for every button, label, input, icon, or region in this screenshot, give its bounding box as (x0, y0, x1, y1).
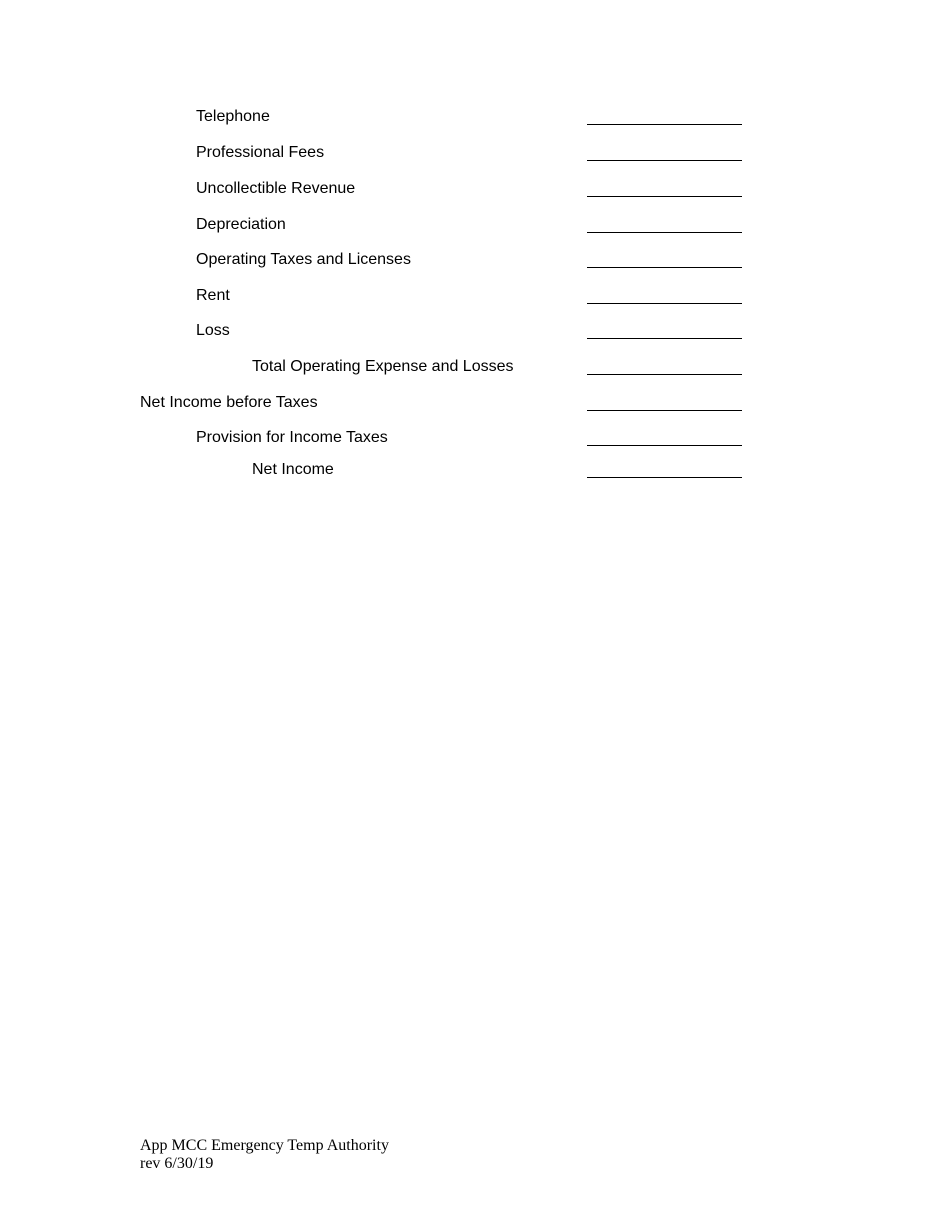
amount-blank-line[interactable] (587, 445, 742, 446)
amount-blank-line[interactable] (587, 338, 742, 339)
row-professional-fees (0, 143, 950, 167)
row-label: Net Income before Taxes (140, 394, 318, 411)
row-net-income (0, 460, 950, 484)
amount-blank-line[interactable] (587, 477, 742, 478)
row-label: Net Income (252, 461, 334, 478)
row-label: Telephone (196, 108, 270, 125)
amount-blank-line[interactable] (587, 160, 742, 161)
row-label: Total Operating Expense and Losses (252, 358, 514, 375)
row-label: Uncollectible Revenue (196, 180, 356, 197)
row-uncollectible-revenue (0, 179, 950, 203)
row-total-operating-expense (0, 357, 950, 381)
amount-blank-line[interactable] (587, 196, 742, 197)
row-provision-income-taxes (0, 428, 950, 452)
row-label: Operating Taxes and Licenses (196, 251, 411, 268)
row-label: Provision for Income Taxes (196, 429, 388, 446)
row-rent (0, 286, 950, 310)
amount-blank-line[interactable] (587, 410, 742, 411)
row-operating-taxes-licenses (0, 250, 950, 274)
amount-blank-line[interactable] (587, 374, 742, 375)
row-label: Rent (196, 287, 230, 304)
amount-blank-line[interactable] (587, 303, 742, 304)
amount-blank-line[interactable] (587, 267, 742, 268)
row-label: Depreciation (196, 216, 286, 233)
row-label: Loss (196, 322, 230, 339)
row-telephone (0, 107, 950, 131)
row-loss (0, 321, 950, 345)
row-net-income-before-taxes (0, 393, 950, 417)
row-depreciation (0, 215, 950, 239)
footer-form-title: App MCC Emergency Temp Authority (140, 1137, 389, 1154)
footer-revision: rev 6/30/19 (140, 1155, 214, 1172)
page-footer (140, 1137, 389, 1173)
amount-blank-line[interactable] (587, 124, 742, 125)
amount-blank-line[interactable] (587, 232, 742, 233)
row-label: Professional Fees (196, 144, 325, 161)
